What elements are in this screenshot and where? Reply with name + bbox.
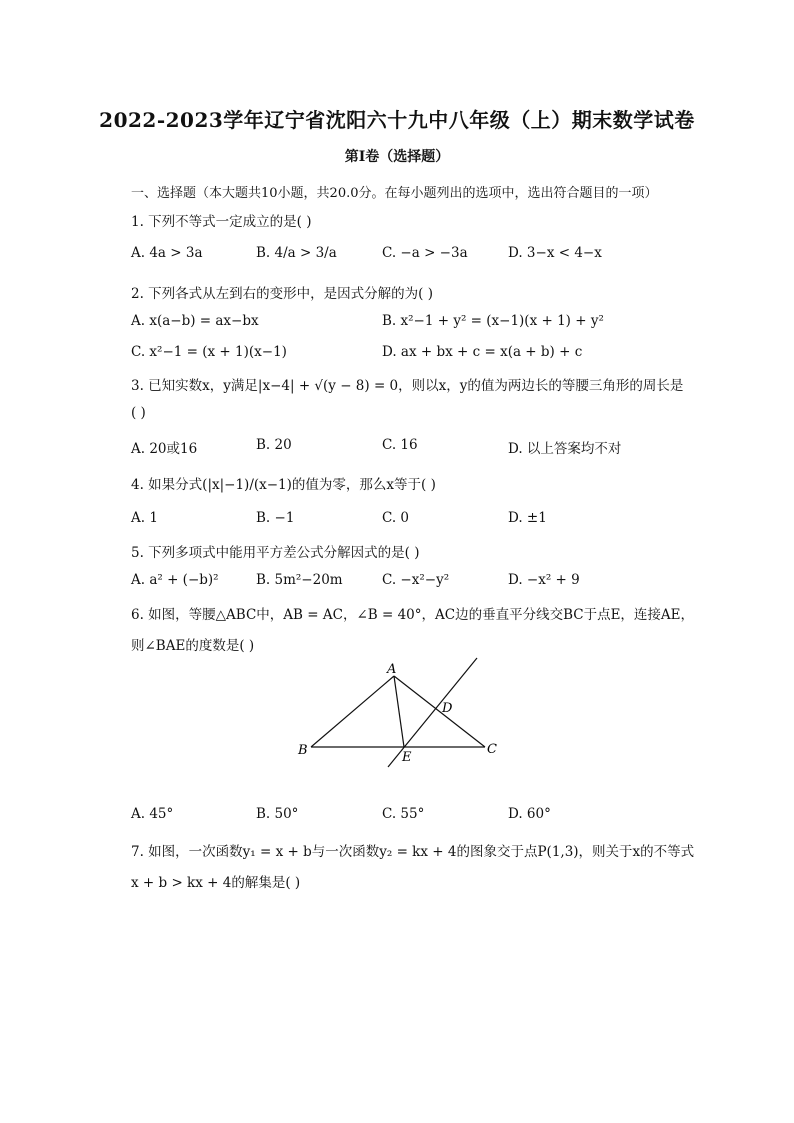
question-6-option-b: B. 50°: [256, 806, 299, 822]
question-1-stem: 1. 下列不等式一定成立的是( ): [131, 214, 312, 230]
question-4-option-b: B. −1: [256, 510, 295, 526]
segment-ab: [311, 676, 394, 747]
question-7-stem-cont: x + b > kx + 4的解集是( ): [131, 875, 301, 891]
label-a: A: [387, 662, 397, 677]
question-5-option-c: C. −x²−y²: [382, 572, 450, 588]
question-7-stem: 7. 如图，一次函数y₁ = x + b与一次函数y₂ = kx + 4的图象交于点P(1,3)，则关于x的不等式: [131, 844, 695, 860]
question-1-option-d: D. 3−x < 4−x: [508, 245, 602, 261]
question-3-stem: 3. 已知实数x，y满足|x−4| + √(y − 8) = 0，则以x，y的值为两边长的等腰三角形的周长是: [131, 378, 684, 394]
question-1-option-a: A. 4a > 3a: [131, 245, 203, 261]
question-2-option-b: B. x²−1 + y² = (x−1)(x + 1) + y²: [382, 313, 604, 329]
label-d: D: [442, 701, 453, 716]
question-5-stem: 5. 下列多项式中能用平方差公式分解因式的是( ): [131, 545, 420, 561]
question-2-option-a: A. x(a−b) = ax−bx: [131, 313, 259, 329]
question-4-option-a: A. 1: [131, 510, 158, 526]
exam-title: 2022-2023学年辽宁省沈阳六十九中八年级（上）期末数学试卷: [99, 108, 695, 132]
question-4-stem: 4. 如果分式(|x|−1)/(x−1)的值为零，那么x等于( ): [131, 477, 436, 493]
section-heading: 一、选择题（本大题共10小题，共20.0分。在每小题列出的选项中，选出符合题目的一项）: [131, 186, 658, 201]
segment-ae: [394, 676, 404, 747]
label-e: E: [402, 750, 412, 765]
label-b: B: [298, 743, 308, 758]
question-5-option-a: A. a² + (−b)²: [131, 572, 219, 588]
question-5-option-b: B. 5m²−20m: [256, 572, 343, 588]
question-2-option-d: D. ax + bx + c = x(a + b) + c: [382, 344, 583, 360]
question-4-option-c: C. 0: [382, 510, 410, 526]
question-6-stem: 6. 如图，等腰△ABC中，AB = AC，∠B = 40°，AC边的垂直平分线交BC于点E，连接AE，: [131, 607, 695, 623]
segment-ac: [394, 676, 485, 747]
label-c: C: [487, 742, 497, 757]
question-3-option-b: B. 20: [256, 437, 292, 453]
question-6-option-a: A. 45°: [131, 806, 174, 822]
question-2-option-c: C. x²−1 = (x + 1)(x−1): [131, 344, 287, 360]
question-2-stem: 2. 下列各式从左到右的变形中，是因式分解的为( ): [131, 286, 433, 302]
triangle-figure: [290, 655, 510, 775]
question-3-option-a: A. 20或16: [131, 441, 198, 457]
question-3-option-c: C. 16: [382, 437, 418, 453]
question-6-option-d: D. 60°: [508, 806, 551, 822]
question-4-option-d: D. ±1: [508, 510, 547, 526]
question-6-stem-cont: 则∠BAE的度数是( ): [131, 638, 255, 654]
question-1-option-c: C. −a > −3a: [382, 245, 468, 261]
question-1-option-b: B. 4/a > 3/a: [256, 245, 337, 261]
question-3-stem-cont: ( ): [131, 405, 146, 421]
question-6-option-c: C. 55°: [382, 806, 425, 822]
question-3-option-d: D. 以上答案均不对: [508, 441, 622, 457]
question-5-option-d: D. −x² + 9: [508, 572, 580, 588]
volume-heading: 第I卷（选择题）: [344, 149, 450, 165]
